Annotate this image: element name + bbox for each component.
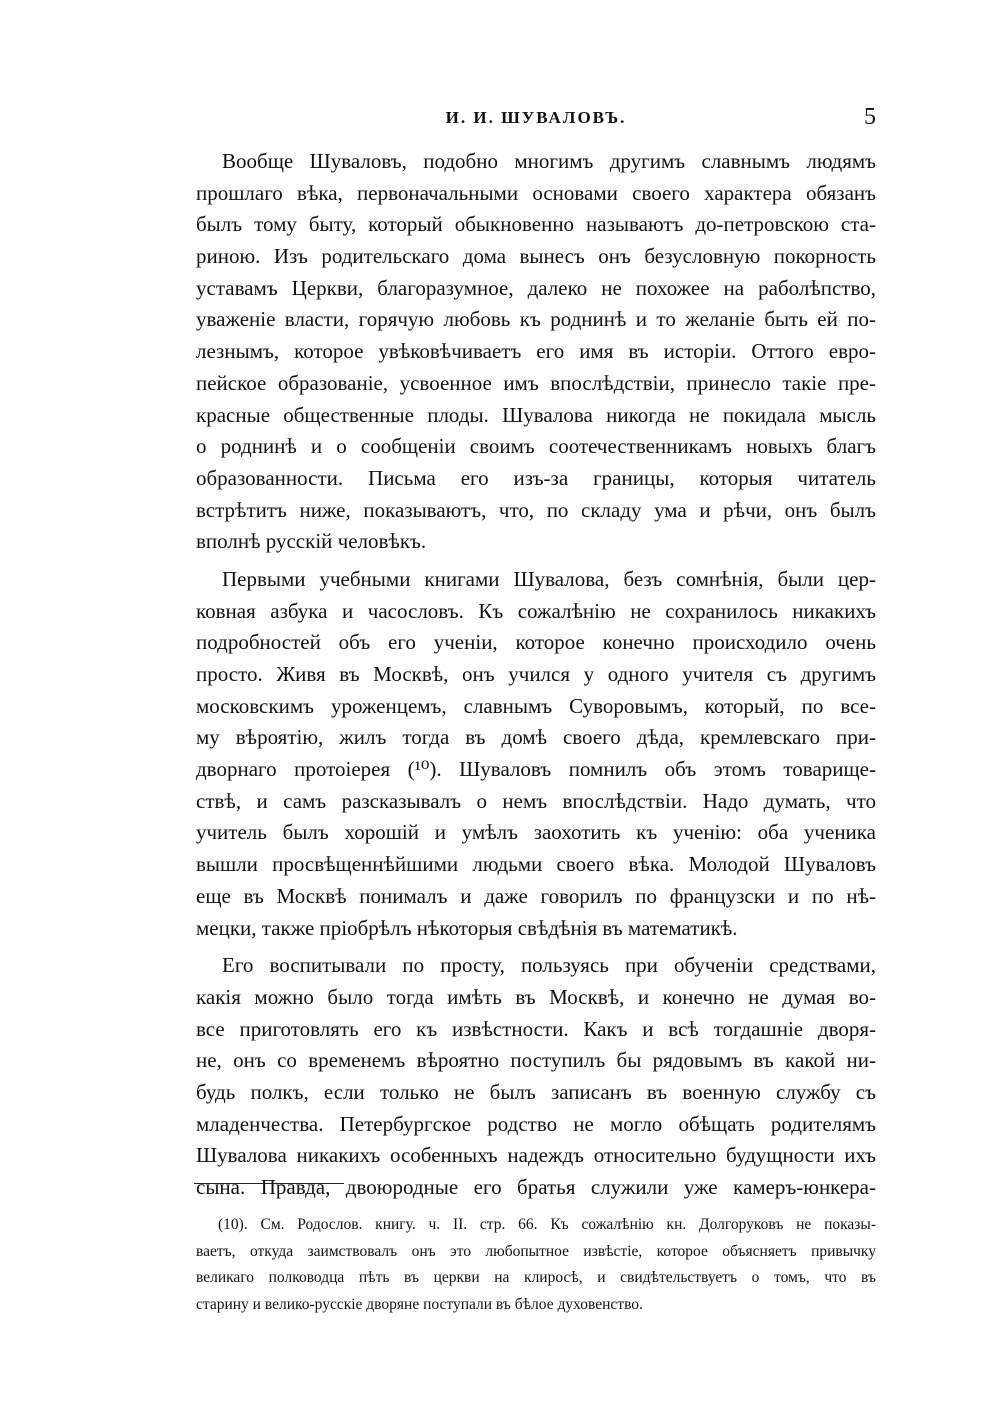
- text-line: ковная азбука и часословъ. Къ сожалѣнію не сохранилось никакихъ: [196, 598, 876, 623]
- running-head: [196, 104, 876, 134]
- text-line: Шувалова никакихъ особенныхъ надеждъ относительно будущности ихъ: [196, 1143, 876, 1168]
- text-line: младенчества. Петербургское родство не могло обѣщать родителямъ: [196, 1111, 876, 1136]
- footnote-divider: [194, 1183, 344, 1184]
- text-line: московскимъ уроженцемъ, славнымъ Суворовымъ, который, по все-: [196, 693, 876, 718]
- page-number: 5: [864, 104, 876, 130]
- running-title: И. И. ШУВАЛОВЪ.: [445, 108, 627, 127]
- text-line: еще въ Москвѣ понималъ и даже говорилъ по французски и по нѣ-: [196, 883, 876, 908]
- paragraph-2: [196, 564, 876, 944]
- paragraph-1: [196, 146, 876, 558]
- text-line: уставамъ Церкви, благоразумное, далеко не похожее на раболѣпство,: [196, 275, 876, 300]
- text-line: мецки, также пріобрѣлъ нѣкоторыя свѣдѣнія въ математикѣ.: [196, 915, 738, 940]
- text-line: вышли просвѣщеннѣйшими людьми своего вѣка. Молодой Шуваловъ: [196, 852, 876, 877]
- text-line: былъ тому быту, который обыкновенно называютъ до-петровскою ста-: [196, 212, 876, 237]
- main-text: [196, 146, 876, 1204]
- text-line: все приготовлять его къ извѣстности. Какъ и всѣ тогдашніе дворя-: [196, 1016, 876, 1041]
- text-line: ствѣ, и самъ разсказывалъ о немъ впослѣдствіи. Надо думать, что: [196, 788, 876, 813]
- text-line: лезнымъ, которое увѣковѣчиваетъ его имя въ исторіи. Оттого евро-: [196, 339, 876, 364]
- text-line: встрѣтитъ ниже, показываютъ, что, по складу ума и рѣчи, онъ былъ: [196, 497, 876, 522]
- text-line: образованности. Письма его изъ-за границы, которыя читатель: [196, 465, 876, 490]
- text-line: Его воспитывали по просту, пользуясь при обученіи средствами,: [222, 953, 876, 978]
- text-line: дворнаго протоіерея (¹⁰). Шуваловъ помнилъ объ этомъ товарище-: [196, 757, 876, 782]
- footnote-line: старину и велико-русскіе дворяне поступали въ бѣлое духовенство.: [196, 1295, 643, 1313]
- text-line: подробностей объ его ученіи, которое конечно происходило очень: [196, 630, 876, 655]
- footnote-line: великаго полководца пѣть въ церкви на клиросѣ, и свидѣтельствуетъ о томъ, что въ: [196, 1269, 876, 1286]
- text-line: му вѣроятію, жилъ тогда въ домѣ своего дѣда, кремлевскаго при-: [196, 725, 876, 750]
- text-line: не, онъ со временемъ вѣроятно поступилъ бы рядовымъ въ какой ни-: [196, 1048, 876, 1073]
- text-line: сына. Правда, двоюродные его братья служили уже камеръ-юнкера-: [196, 1175, 876, 1199]
- text-line: риною. Изъ родительскаго дома вынесъ онъ безусловную покорность: [196, 244, 876, 269]
- text-line: о роднинѣ и о сообщеніи своимъ соотечественникамъ новыхъ благъ: [196, 434, 876, 459]
- text-line: вполнѣ русскій человѣкъ.: [196, 529, 427, 554]
- text-line: Первыми учебными книгами Шувалова, безъ сомнѣнія, были цер-: [222, 566, 876, 591]
- text-line: прошлаго вѣка, первоначальными основами своего характера обязанъ: [196, 180, 876, 205]
- footnote: [196, 1212, 876, 1318]
- text-line: красные общественные плоды. Шувалова никогда не покидала мысль: [196, 402, 876, 427]
- text-line: уваженіе власти, горячую любовь къ роднинѣ и то желаніе быть ей по-: [196, 307, 876, 332]
- text-line: Вообще Шуваловъ, подобно многимъ другимъ славнымъ людямъ: [222, 149, 876, 173]
- footnote-line: ваетъ, откуда заимствовалъ онъ это любопытное извѣстіе, которое объясняетъ привычку: [196, 1242, 876, 1260]
- paragraph-3: [196, 950, 876, 1204]
- footnote-line: (10). См. Родослов. книгу. ч. II. стр. 66. Къ сожалѣнію кн. Долгоруковъ не показы-: [218, 1216, 876, 1233]
- text-line: просто. Живя въ Москвѣ, онъ учился у одного учителя съ другимъ: [196, 662, 876, 686]
- text-line: пейское образованіе, усвоенное имъ впослѣдствіи, принесло такіе пре-: [196, 370, 876, 395]
- text-line: учитель былъ хорошій и умѣлъ заохотить къ ученію: оба ученика: [196, 820, 876, 845]
- text-line: будь полкъ, если только не былъ записанъ въ военную службу съ: [196, 1079, 876, 1104]
- text-line: какія можно было тогда имѣть въ Москвѣ, и конечно не думая во-: [196, 984, 876, 1009]
